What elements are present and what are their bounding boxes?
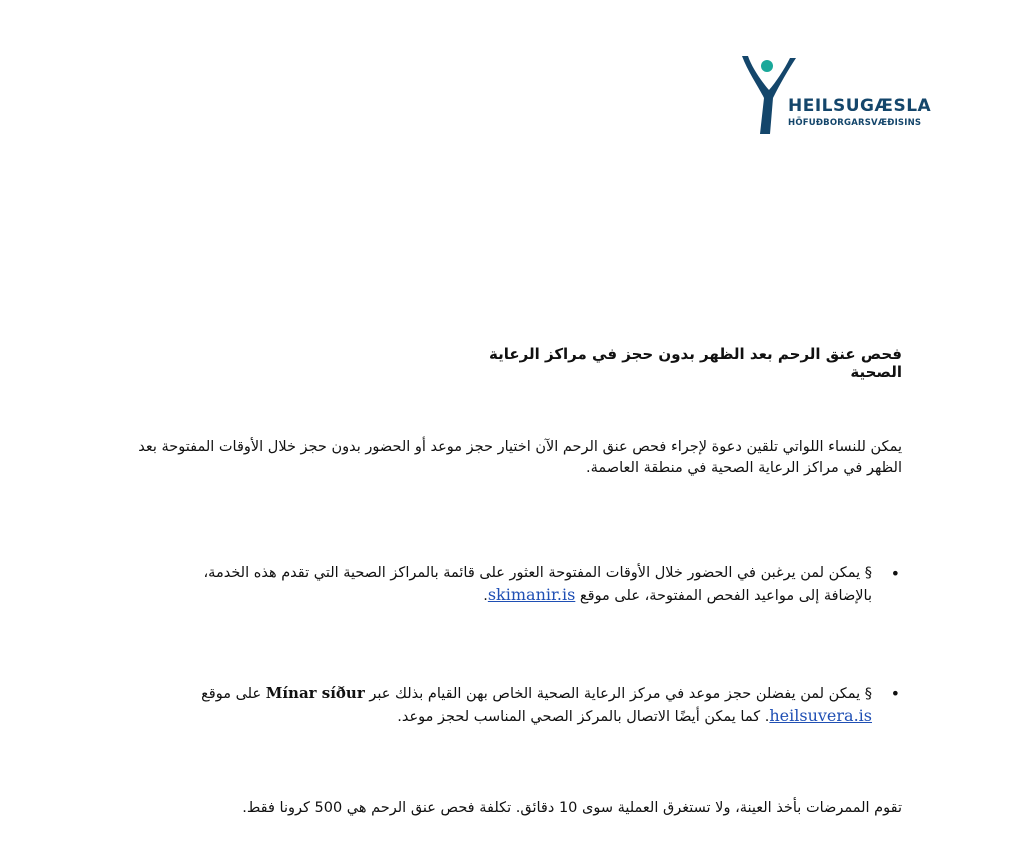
bullet-item-booking <box>152 683 900 728</box>
bullet-text-end: . <box>483 588 488 604</box>
skimanir-link[interactable]: skimanir.is <box>487 585 576 604</box>
heilsuvera-link[interactable]: heilsuvera.is <box>769 706 872 725</box>
bullet-dot-icon: • <box>890 564 900 583</box>
footer-paragraph: تقوم الممرضات بأخذ العينة، ولا تستغرق العملية سوى 10 دقائق. تكلفة فحص عنق الرحم هي 500 كرونا فقط. <box>242 800 902 816</box>
bullet-text-middle: على موقع <box>201 686 262 702</box>
bullet-text-end: . كما يمكن أيضًا الاتصال بالمركز الصحي المناسب لحجز موعد. <box>397 709 770 725</box>
heilsugaesla-logo <box>740 52 932 137</box>
intro-paragraph: يمكن للنساء اللواتي تلقين دعوة لإجراء فحص عنق الرحم الآن اختيار حجز موعد أو الحضور بدون حجز خلال الأوقات المفتوحة بعد الظهر في مراكز الرعاية الصحية في منطقة العاصمة. <box>138 439 902 476</box>
bullet-marker: § <box>864 686 872 702</box>
minar-sidur-emphasis: Mínar síður <box>265 684 365 702</box>
logo-subtitle: HÖFUÐBORGARSVÆÐISINS <box>788 118 922 128</box>
logo-name: HEILSUGÆSLA <box>788 96 932 116</box>
bullet-text: يمكن لمن يفضلن حجز موعد في مركز الرعاية الصحية الخاص بهن القيام بذلك عبر <box>369 686 861 702</box>
bullet-text: يمكن لمن يرغبن في الحضور خلال الأوقات المفتوحة العثور على قائمة بالمراكز الصحية التي تقدم هذه الخدمة، بالإضافة إلى مواعيد الفحص المفتوحة، على موقع <box>203 565 872 604</box>
bullet-item-walk-in <box>152 563 900 607</box>
bullet-marker: § <box>864 565 872 581</box>
document-title: فحص عنق الرحم بعد الظهر بدون حجز في مراكز الرعاية الصحية <box>489 345 902 381</box>
bullet-dot-icon: • <box>890 684 900 703</box>
